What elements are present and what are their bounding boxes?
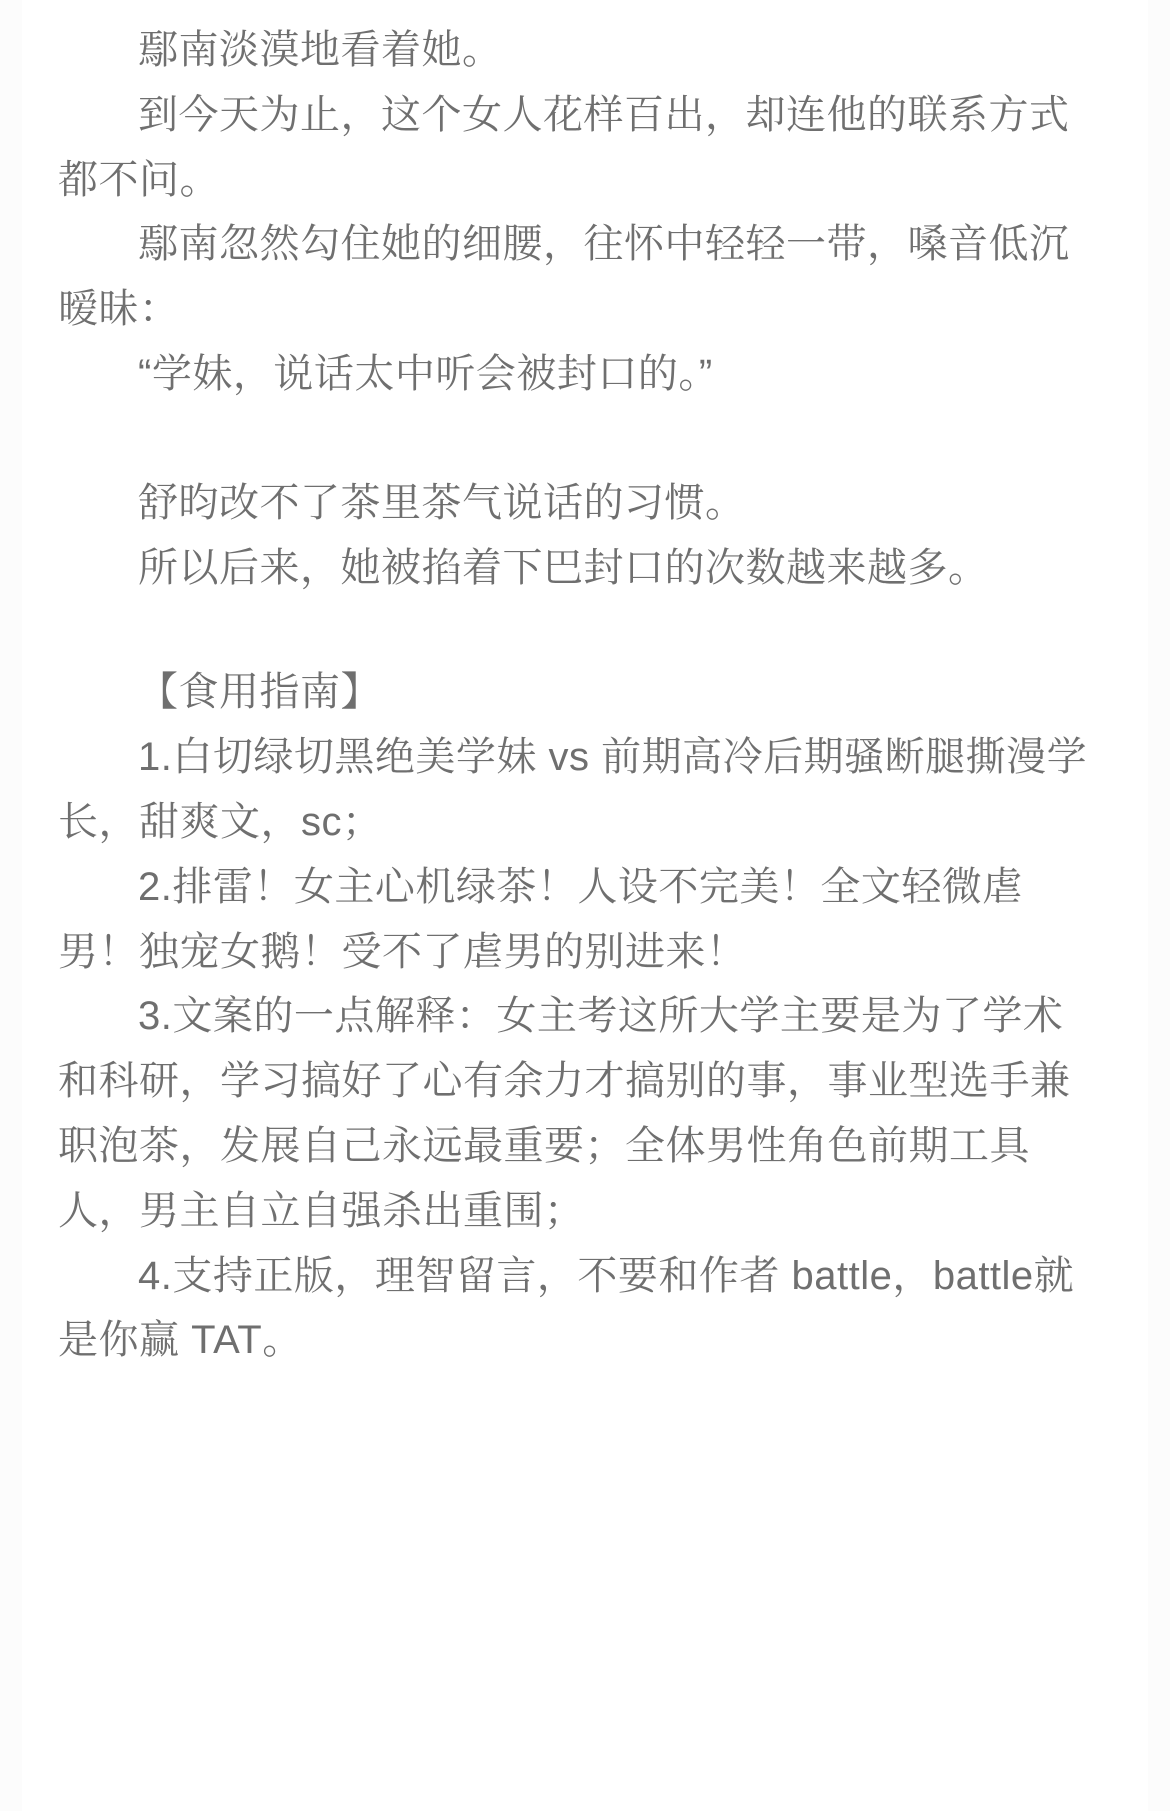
section-break bbox=[58, 600, 1094, 660]
paragraph-break bbox=[58, 407, 1094, 471]
paragraph: 到今天为止，这个女人花样百出，却连他的联系方式都不问。 bbox=[58, 92, 1070, 202]
page-left-margin bbox=[0, 0, 22, 1811]
paragraph: 所以后来，她被掐着下巴封口的次数越来越多。 bbox=[138, 545, 989, 590]
section-heading: 【食用指南】 bbox=[138, 670, 381, 715]
reader-text-body bbox=[22, 0, 1148, 1373]
paragraph: 1.白切绿切黑绝美学妹 vs 前期高冷后期骚断腿撕漫学长，甜爽文，sc； bbox=[58, 735, 1088, 844]
paragraph: 2.排雷！女主心机绿茶！人设不完美！全文轻微虐男！独宠女鹅！受不了虐男的别进来！ bbox=[58, 864, 1023, 974]
paragraph: 鄢南淡漠地看着她。 bbox=[138, 28, 503, 72]
paragraph: 4.支持正版，理智留言，不要和作者 battle，battle就是你赢 TAT。 bbox=[58, 1253, 1075, 1363]
paragraph: 鄢南忽然勾住她的细腰，往怀中轻轻一带，嗓音低沉暧昧： bbox=[58, 222, 1070, 332]
page-right-margin bbox=[1148, 0, 1170, 1811]
paragraph: “学妹，说话太中听会被封口的。” bbox=[138, 351, 713, 396]
paragraph: 舒昀改不了茶里茶气说话的习惯。 bbox=[138, 480, 746, 525]
paragraph: 3.文案的一点解释：女主考这所大学主要是为了学术和科研，学习搞好了心有余力才搞别的事，事业型选手兼职泡茶，发展自己永远最重要；全体男性角色前期工具人，男主自立自强杀出重围； bbox=[58, 994, 1071, 1233]
